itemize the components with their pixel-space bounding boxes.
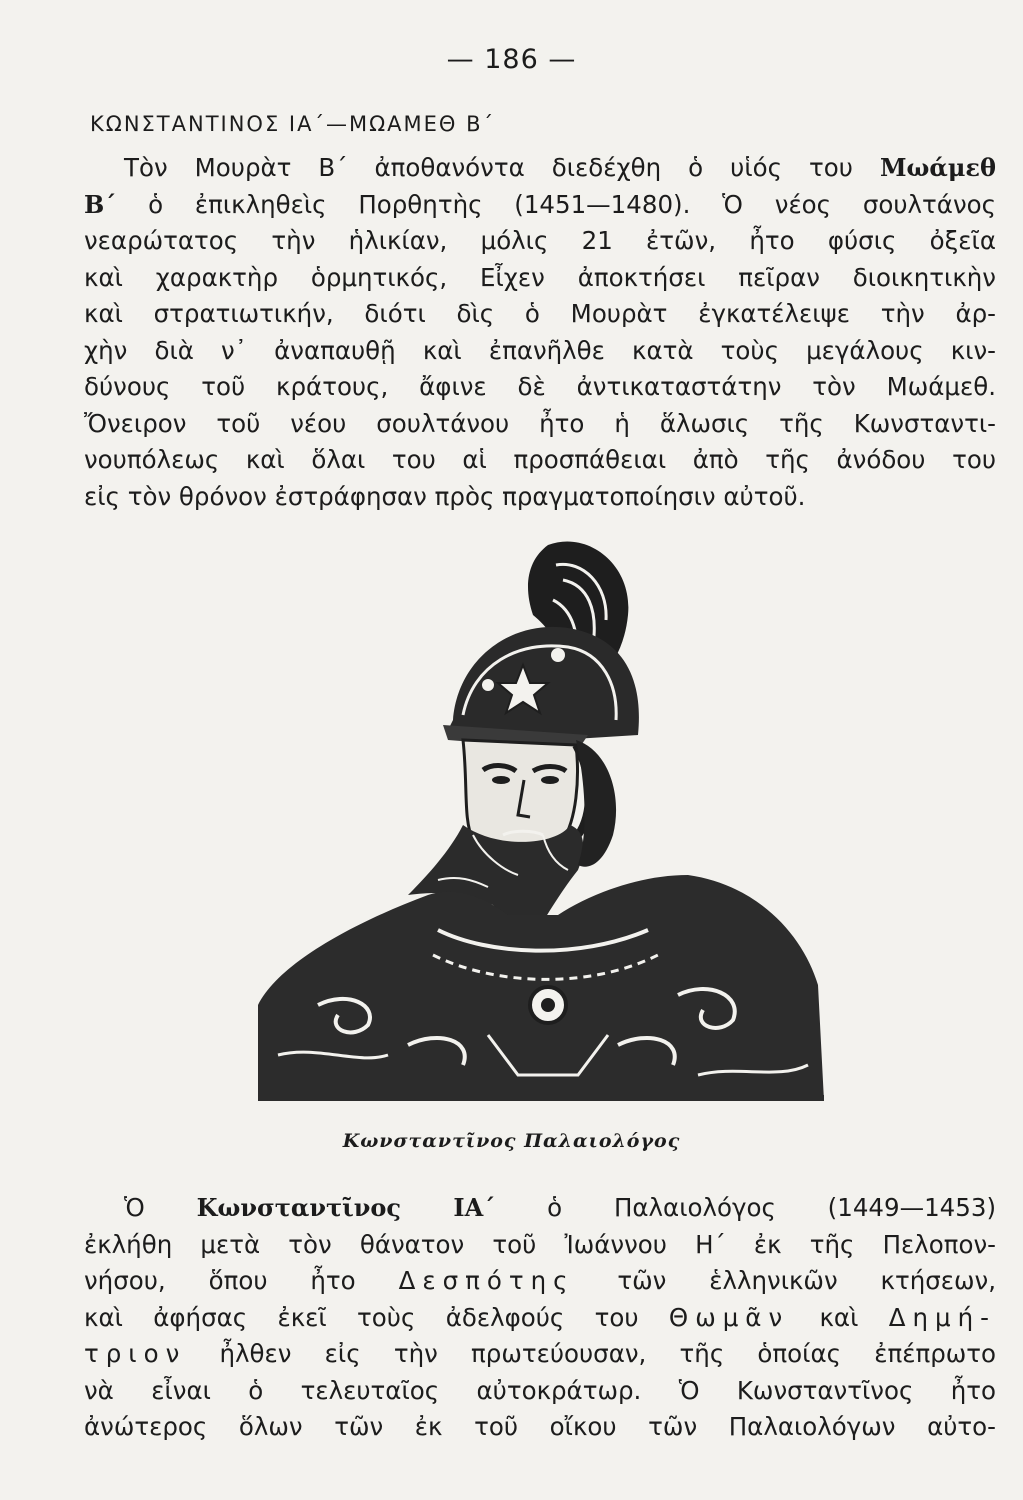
text-line: εἰς τὸν θρόνον ἐστράφησαν πρὸς πραγματοποίησιν αὐτοῦ. — [84, 481, 806, 511]
text-line — [84, 1300, 996, 1337]
text-span: καὶ — [789, 1302, 889, 1332]
text-span: ὁ Παλαιολόγος (1449—1453) — [495, 1193, 996, 1222]
text-line — [84, 187, 996, 224]
text-span: καὶ ἀφήσας ἐκεῖ τοὺς ἀδελφούς του — [84, 1302, 669, 1332]
text-line — [84, 1336, 996, 1373]
text-line: Ὄνειρον τοῦ νέου σουλτάνου ἦτο ἡ ἅλωσις τῆς Κωνσταντι- — [84, 408, 996, 438]
name-mohammed: Μωάμεθ — [879, 153, 996, 182]
text-line: καὶ χαρακτὴρ ὁρμητικός, Εἶχεν ἀποκτήσει πεῖραν διοικητικὴν — [84, 262, 996, 292]
text-span: Ὁ — [124, 1193, 197, 1222]
portrait-engraving-icon — [258, 535, 824, 1101]
page-number: — 186 — — [446, 44, 577, 75]
spaced-name-demetrios: Δημή- — [888, 1302, 996, 1332]
text-span: Τὸν Μουρὰτ Β΄ ἀποθανόντα διεδέχθη ὁ υἱός του — [124, 153, 880, 182]
text-span: νήσου, ὅπου ἦτο — [84, 1266, 399, 1295]
spaced-term-despot: Δεσπότης — [398, 1266, 575, 1295]
text-span: τῶν ἑλληνικῶν κτήσεων, — [574, 1266, 996, 1295]
name-numeral: Β΄ — [84, 189, 117, 219]
text-line: νὰ εἶναι ὁ τελευταῖος αὐτοκράτωρ. Ὁ Κωνσταντῖνος ἦτο — [84, 1375, 996, 1405]
figure-caption: Κωνσταντῖνος Παλαιολόγος — [342, 1130, 681, 1152]
spaced-name-demetrios-end: τριον — [84, 1339, 187, 1368]
text-span: ὁ ἐπικληθεὶς Πορθητὴς (1451—1480). Ὁ νέος σουλτάνος — [116, 189, 996, 219]
text-line: ἀνώτερος ὅλων τῶν ἐκ τοῦ οἴκου τῶν Παλαιολόγων αὐτο- — [84, 1412, 996, 1441]
text-line: καὶ στρατιωτικήν, διότι δὶς ὁ Μουρὰτ ἐγκατέλειψε τὴν ἀρ- — [84, 299, 996, 328]
text-line — [84, 150, 996, 187]
name-constantine: Κωνσταντῖνος ΙΑ΄ — [196, 1193, 496, 1222]
text-line: ἐκλήθη μετὰ τὸν θάνατον τοῦ Ἰωάννου Η΄ ἐκ τῆς Πελοπον- — [84, 1229, 996, 1259]
spaced-name-thomas: Θωμᾶν — [668, 1302, 790, 1332]
text-span: ἦλθεν εἰς τὴν πρωτεύουσαν, τῆς ὁποίας ἐπέπρωτο — [186, 1339, 996, 1368]
paragraph-mohammed — [84, 150, 996, 515]
text-line — [84, 1263, 996, 1300]
text-line: χὴν διὰ ν᾿ ἀναπαυθῇ καὶ ἐπανῆλθε κατὰ τοὺς μεγάλους κιν- — [84, 335, 996, 365]
text-line: δύνους τοῦ κράτους, ἄφινε δὲ ἀντικαταστάτην τὸν Μωάμεθ. — [84, 372, 996, 401]
paragraph-constantine — [84, 1190, 996, 1446]
text-line — [84, 1190, 996, 1227]
chapter-heading: ΚΩΝΣΤΑΝΤΙΝΟΣ ΙΑ΄—ΜΩΑΜΕΘ Β΄ — [90, 112, 495, 136]
text-line: νουπόλεως καὶ ὅλαι του αἱ προσπάθειαι ἀπὸ τῆς ἀνόδου του — [84, 445, 996, 474]
text-line: νεαρώτατος τὴν ἡλικίαν, μόλις 21 ἐτῶν, ἦτο φύσις ὀξεῖα — [84, 226, 996, 255]
